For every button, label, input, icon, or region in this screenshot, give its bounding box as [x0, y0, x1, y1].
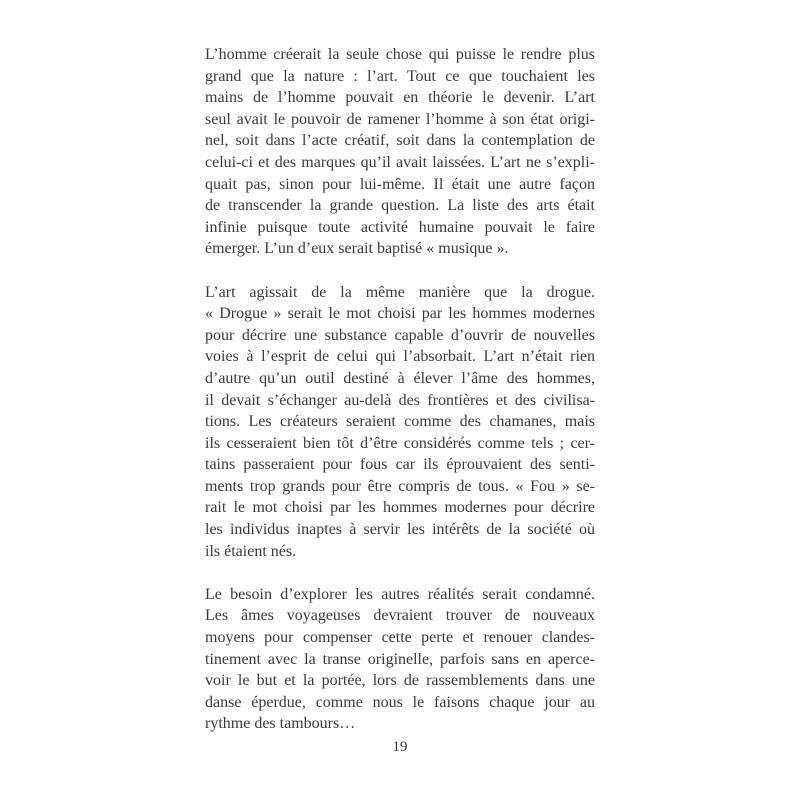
text-line: mains de l’homme pouvait en théorie le devenir. L’art [205, 89, 595, 107]
text-line: ils étaient nés. [205, 542, 297, 560]
text-line: L’art agissait de la même manière que la drogue. [205, 283, 595, 301]
text-line: d’autre qu’un outil destiné à élever l’âme des hommes, [205, 369, 595, 387]
text-line: nel, soit dans l’acte créatif, soit dans la contemplation de [205, 132, 595, 150]
text-line: seul avait le pouvoir de ramener l’homme à son état origi- [205, 110, 595, 128]
text-line: L’homme créerait la seule chose qui puisse le rendre plus [205, 46, 595, 63]
text-line: tains passeraient pour fous car ils éprouvaient des senti- [205, 456, 595, 474]
text-line: infinie puisque toute activité humaine pouvait le faire [205, 218, 595, 236]
text-line: ments trop grands pour être compris de tous. « Fou » se- [205, 477, 595, 495]
text-block [205, 44, 595, 735]
paragraph [205, 282, 595, 563]
page-number: 19 [392, 739, 408, 755]
text-line: Le besoin d’explorer les autres réalités serait condamné. [205, 585, 595, 603]
text-line: pour décrire une substance capable d’ouvrir de nouvelles [205, 326, 595, 344]
text-line: les individus inaptes à servir les intérêts de la société où [205, 521, 595, 539]
text-line: grand que la nature : l’art. Tout ce que touchaient les [205, 67, 595, 85]
text-line: celui-ci et des marques qu’il avait laissées. L’art ne s’expli- [205, 153, 595, 171]
text-line: tinement avec la transe originelle, parfois sans en aperce- [205, 650, 595, 668]
text-line: voies à l’esprit de celui qui l’absorbait. L’art n’était rien [205, 348, 595, 366]
text-line: quait pas, sinon pour lui-même. Il était une autre façon [205, 175, 595, 193]
text-line: émerger. L’un d’eux serait baptisé « musique ». [205, 240, 509, 258]
text-line: ils cesseraient bien tôt d’être considérés comme tels ; cer- [205, 434, 595, 452]
paragraph [205, 584, 595, 735]
text-line: rait le mot choisi par les hommes modernes pour décrire [205, 499, 595, 517]
text-line: danse éperdue, comme nous le faisons chaque jour au [205, 693, 595, 711]
text-line: de transcender la grande question. La liste des arts était [205, 197, 595, 215]
text-line: rythme des tambours… [205, 715, 356, 733]
text-line: voir le but et la portée, lors de rassemblements dans une [205, 672, 595, 690]
paragraph [205, 44, 595, 260]
text-line: il devait s’échanger au-delà des frontières et des civilisa- [205, 391, 595, 409]
text-line: tions. Les créateurs seraient comme des chamanes, mais [205, 413, 595, 431]
text-line: « Drogue » serait le mot choisi par les hommes modernes [205, 305, 595, 323]
text-line: moyens pour compenser cette perte et renouer clandes- [205, 629, 595, 647]
text-line: Les âmes voyageuses devraient trouver de nouveaux [205, 607, 595, 625]
